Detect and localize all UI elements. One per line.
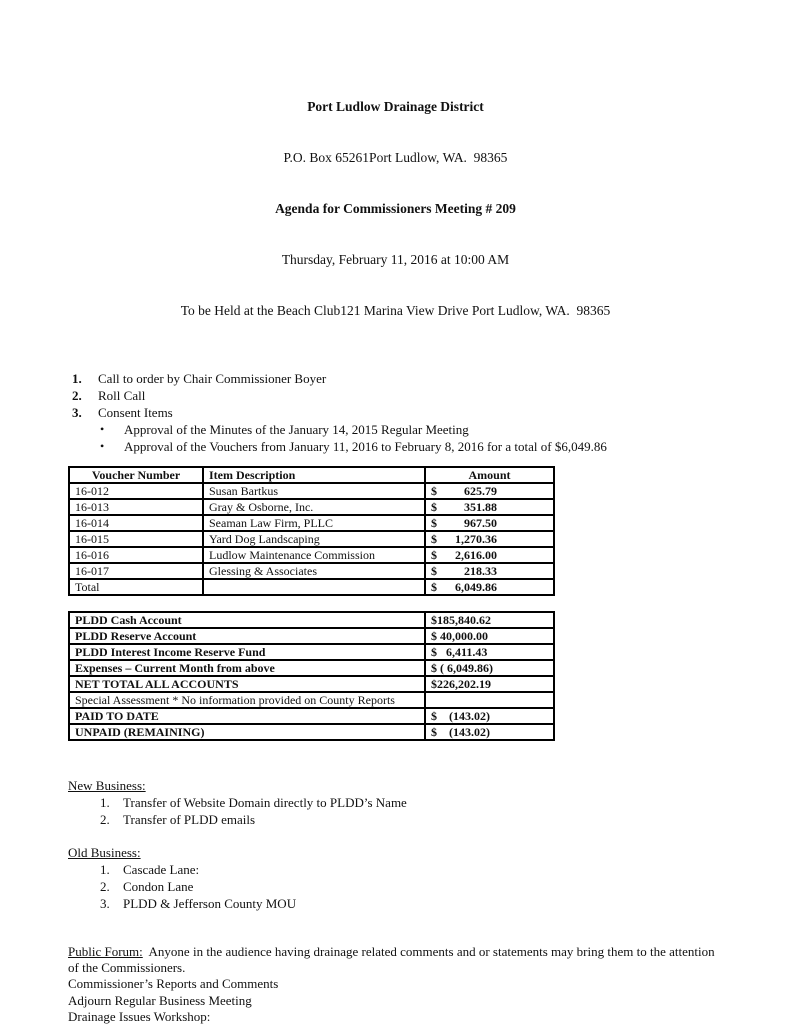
account-amount-cell: $ (143.02): [425, 724, 554, 740]
amount-cell: [425, 563, 554, 579]
amount-header: Amount: [425, 467, 554, 483]
amount-cell: [425, 499, 554, 515]
amount-value: 625.79: [464, 484, 497, 498]
account-amount-cell: $185,840.62: [425, 612, 554, 628]
list-item-text: Condon Lane: [123, 879, 194, 894]
accounts-table: [68, 611, 555, 741]
account-amount-cell: $ ( 6,049.86): [425, 660, 554, 676]
footer-section: [68, 944, 728, 1024]
agenda-item-number: 1.: [72, 371, 82, 386]
voucher-number-header: Voucher Number: [69, 467, 203, 483]
list-item: [68, 811, 791, 828]
amount-cell: [425, 483, 554, 499]
item-description-cell: [203, 579, 425, 595]
agenda-list: [0, 370, 791, 421]
consent-bullet: [100, 421, 791, 438]
list-item: [68, 895, 791, 912]
table-row: [69, 547, 554, 563]
commissioners-reports-line: Commissioner’s Reports and Comments: [68, 976, 279, 992]
currency-symbol: $: [431, 548, 437, 562]
amount-cell: [425, 531, 554, 547]
voucher-number-cell: 16-017: [69, 563, 203, 579]
voucher-number-cell: 16-016: [69, 547, 203, 563]
item-description-cell: Susan Bartkus: [203, 483, 425, 499]
agenda-item-number: 2.: [72, 388, 82, 403]
item-description-cell: Seaman Law Firm, PLLC: [203, 515, 425, 531]
list-item-number: 2.: [100, 879, 110, 894]
amount-value: 1,270.36: [455, 532, 497, 546]
account-amount-cell: [425, 692, 554, 708]
account-label-cell: Special Assessment * No information provided on County Reports: [69, 692, 425, 708]
item-description-header: Item Description: [203, 467, 425, 483]
old-business-section: [68, 844, 791, 912]
table-row: [69, 692, 554, 708]
list-item: [68, 861, 791, 878]
consent-bullet-text: Approval of the Minutes of the January 14, 2015 Regular Meeting: [124, 422, 469, 437]
amount-value: 218.33: [464, 564, 497, 578]
item-description-cell: Glessing & Associates: [203, 563, 425, 579]
total-amount-cell: [425, 579, 554, 595]
drainage-workshop-line: Drainage Issues Workshop:: [68, 1008, 211, 1024]
new-business-heading: New Business:: [68, 778, 146, 793]
document-header: [0, 0, 791, 353]
agenda-item-number: 3.: [72, 405, 82, 420]
consent-bullet-list: [0, 421, 791, 455]
list-item: [68, 794, 791, 811]
table-row: [69, 563, 554, 579]
table-row: [69, 531, 554, 547]
new-business-section: [68, 777, 791, 828]
table-row: [69, 660, 554, 676]
meeting-location: To be Held at the Beach Club121 Marina View Drive Port Ludlow, WA. 98365: [180, 303, 611, 318]
voucher-table-header-row: [69, 467, 554, 483]
agenda-title: Agenda for Commissioners Meeting # 209: [275, 201, 516, 216]
voucher-number-cell: 16-013: [69, 499, 203, 515]
amount-value: 2,616.00: [455, 548, 497, 562]
amount-cell: [425, 547, 554, 563]
currency-symbol: $: [431, 532, 437, 546]
list-item-text: Transfer of Website Domain directly to PLDD’s Name: [123, 795, 407, 810]
item-description-cell: Gray & Osborne, Inc.: [203, 499, 425, 515]
amount-value: 6,049.86: [455, 580, 497, 594]
table-row: [69, 499, 554, 515]
adjourn-meeting-line: Adjourn Regular Business Meeting: [68, 992, 252, 1008]
currency-symbol: $: [431, 484, 437, 498]
list-item-text: Transfer of PLDD emails: [123, 812, 256, 827]
amount-value: 967.50: [464, 516, 497, 530]
public-forum-paragraph: [68, 944, 728, 976]
amount-cell: [425, 515, 554, 531]
currency-symbol: $: [431, 500, 437, 514]
table-total-row: [69, 579, 554, 595]
item-description-cell: Yard Dog Landscaping: [203, 531, 425, 547]
list-item: [68, 878, 791, 895]
account-amount-cell: $ (143.02): [425, 708, 554, 724]
public-forum-heading: Public Forum:: [68, 944, 143, 959]
currency-symbol: $: [431, 516, 437, 530]
voucher-table: [68, 466, 555, 596]
account-label-cell: PLDD Reserve Account: [69, 628, 425, 644]
table-row: [69, 644, 554, 660]
account-amount-cell: $ 6,411.43: [425, 644, 554, 660]
table-row: [69, 515, 554, 531]
total-label-cell: Total: [69, 579, 203, 595]
voucher-number-cell: 16-015: [69, 531, 203, 547]
account-amount-cell: $226,202.19: [425, 676, 554, 692]
account-label-cell: NET TOTAL ALL ACCOUNTS: [69, 676, 425, 692]
list-item-text: Cascade Lane:: [123, 862, 200, 877]
table-row: [69, 628, 554, 644]
table-row: [69, 612, 554, 628]
meeting-datetime: Thursday, February 11, 2016 at 10:00 AM: [281, 252, 510, 267]
account-label-cell: PLDD Interest Income Reserve Fund: [69, 644, 425, 660]
account-label-cell: PLDD Cash Account: [69, 612, 425, 628]
table-row: [69, 676, 554, 692]
agenda-item-text: Roll Call: [98, 388, 146, 403]
account-amount-cell: $ 40,000.00: [425, 628, 554, 644]
table-row: [69, 483, 554, 499]
list-item-number: 3.: [100, 896, 110, 911]
voucher-number-cell: 16-014: [69, 515, 203, 531]
old-business-heading: Old Business:: [68, 845, 141, 860]
item-description-cell: Ludlow Maintenance Commission: [203, 547, 425, 563]
list-item-number: 1.: [100, 795, 110, 810]
public-forum-text: Anyone in the audience having drainage related comments and or statements may bring them to the attention of the Commissioners.: [68, 944, 718, 976]
list-item-text: PLDD & Jefferson County MOU: [123, 896, 297, 911]
bullet-icon: •: [100, 422, 105, 436]
account-label-cell: UNPAID (REMAINING): [69, 724, 425, 740]
currency-symbol: $: [431, 580, 437, 594]
account-label-cell: Expenses – Current Month from above: [69, 660, 425, 676]
table-row: [69, 724, 554, 740]
amount-value: 351.88: [464, 500, 497, 514]
table-row: [69, 708, 554, 724]
agenda-item: [72, 387, 791, 404]
voucher-number-cell: 16-012: [69, 483, 203, 499]
account-label-cell: PAID TO DATE: [69, 708, 425, 724]
consent-bullet-text: Approval of the Vouchers from January 11, 2016 to February 8, 2016 for a total of $6,049.86: [124, 439, 607, 454]
agenda-item: [72, 370, 791, 387]
agenda-item-text: Call to order by Chair Commissioner Boyer: [98, 371, 327, 386]
org-address: P.O. Box 65261Port Ludlow, WA. 98365: [283, 150, 508, 165]
consent-bullet: [100, 438, 791, 455]
agenda-item: [72, 404, 791, 421]
agenda-item-text: Consent Items: [98, 405, 173, 420]
currency-symbol: $: [431, 564, 437, 578]
bullet-icon: •: [100, 439, 105, 453]
list-item-number: 1.: [100, 862, 110, 877]
org-name: Port Ludlow Drainage District: [307, 99, 484, 114]
list-item-number: 2.: [100, 812, 110, 827]
